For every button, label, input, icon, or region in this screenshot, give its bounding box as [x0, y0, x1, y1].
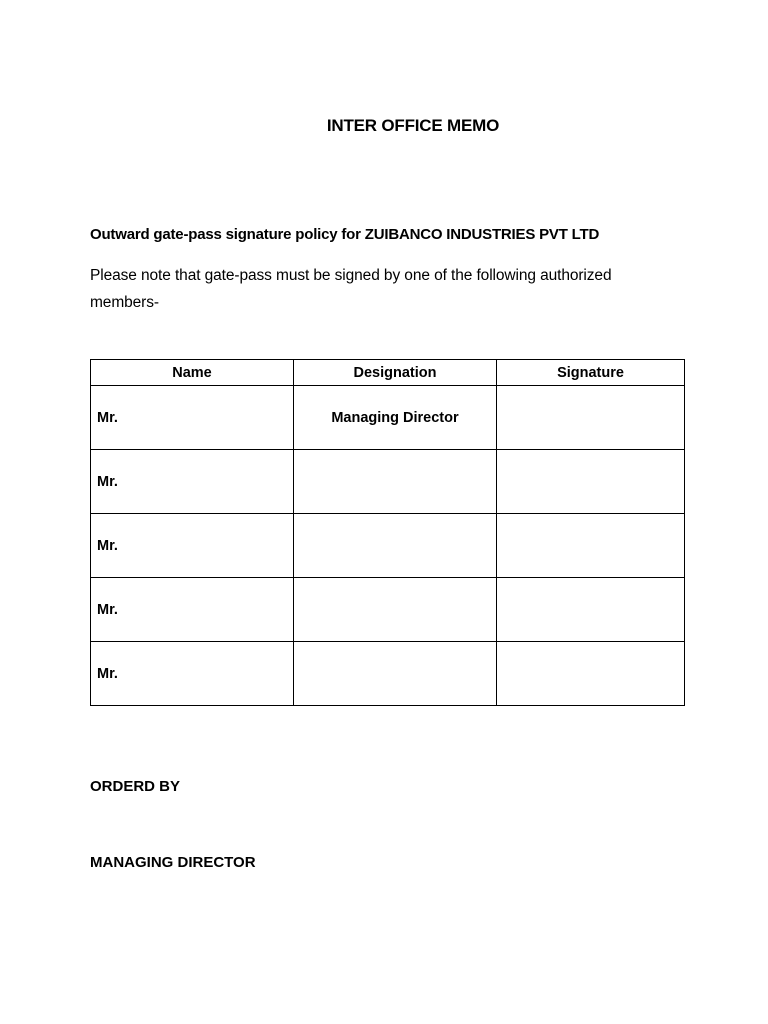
- designation-cell: Managing Director: [294, 386, 497, 450]
- column-header-designation: Designation: [294, 360, 497, 386]
- table-row: [91, 642, 685, 706]
- column-header-signature: Signature: [497, 360, 685, 386]
- signature-cell: [497, 386, 685, 450]
- memo-title: INTER OFFICE MEMO: [326, 116, 500, 135]
- signature-cell: [497, 578, 685, 642]
- signature-cell: [497, 450, 685, 514]
- memo-intro: Please note that gate-pass must be signed by one of the following authorized members-: [90, 267, 612, 311]
- authorized-signatories-table: [90, 359, 685, 706]
- designation-cell: [294, 450, 497, 514]
- designation-cell: [294, 514, 497, 578]
- signature-cell: [497, 514, 685, 578]
- table-row: [91, 578, 685, 642]
- name-cell: Mr.: [91, 642, 294, 706]
- table-row: [91, 450, 685, 514]
- designation-cell: [294, 578, 497, 642]
- signature-cell: [497, 642, 685, 706]
- memo-subject: Outward gate-pass signature policy for ZUIBANCO INDUSTRIES PVT LTD: [90, 226, 600, 243]
- table-row: [91, 514, 685, 578]
- ordered-by-label: ORDERD BY: [90, 778, 181, 795]
- name-cell: Mr.: [91, 578, 294, 642]
- designation-cell: [294, 642, 497, 706]
- name-cell: Mr.: [91, 450, 294, 514]
- table-header-row: [91, 360, 685, 386]
- name-cell: Mr.: [91, 386, 294, 450]
- column-header-name: Name: [91, 360, 294, 386]
- table-row: [91, 386, 685, 450]
- name-cell: Mr.: [91, 514, 294, 578]
- signatory-title: MANAGING DIRECTOR: [90, 854, 256, 871]
